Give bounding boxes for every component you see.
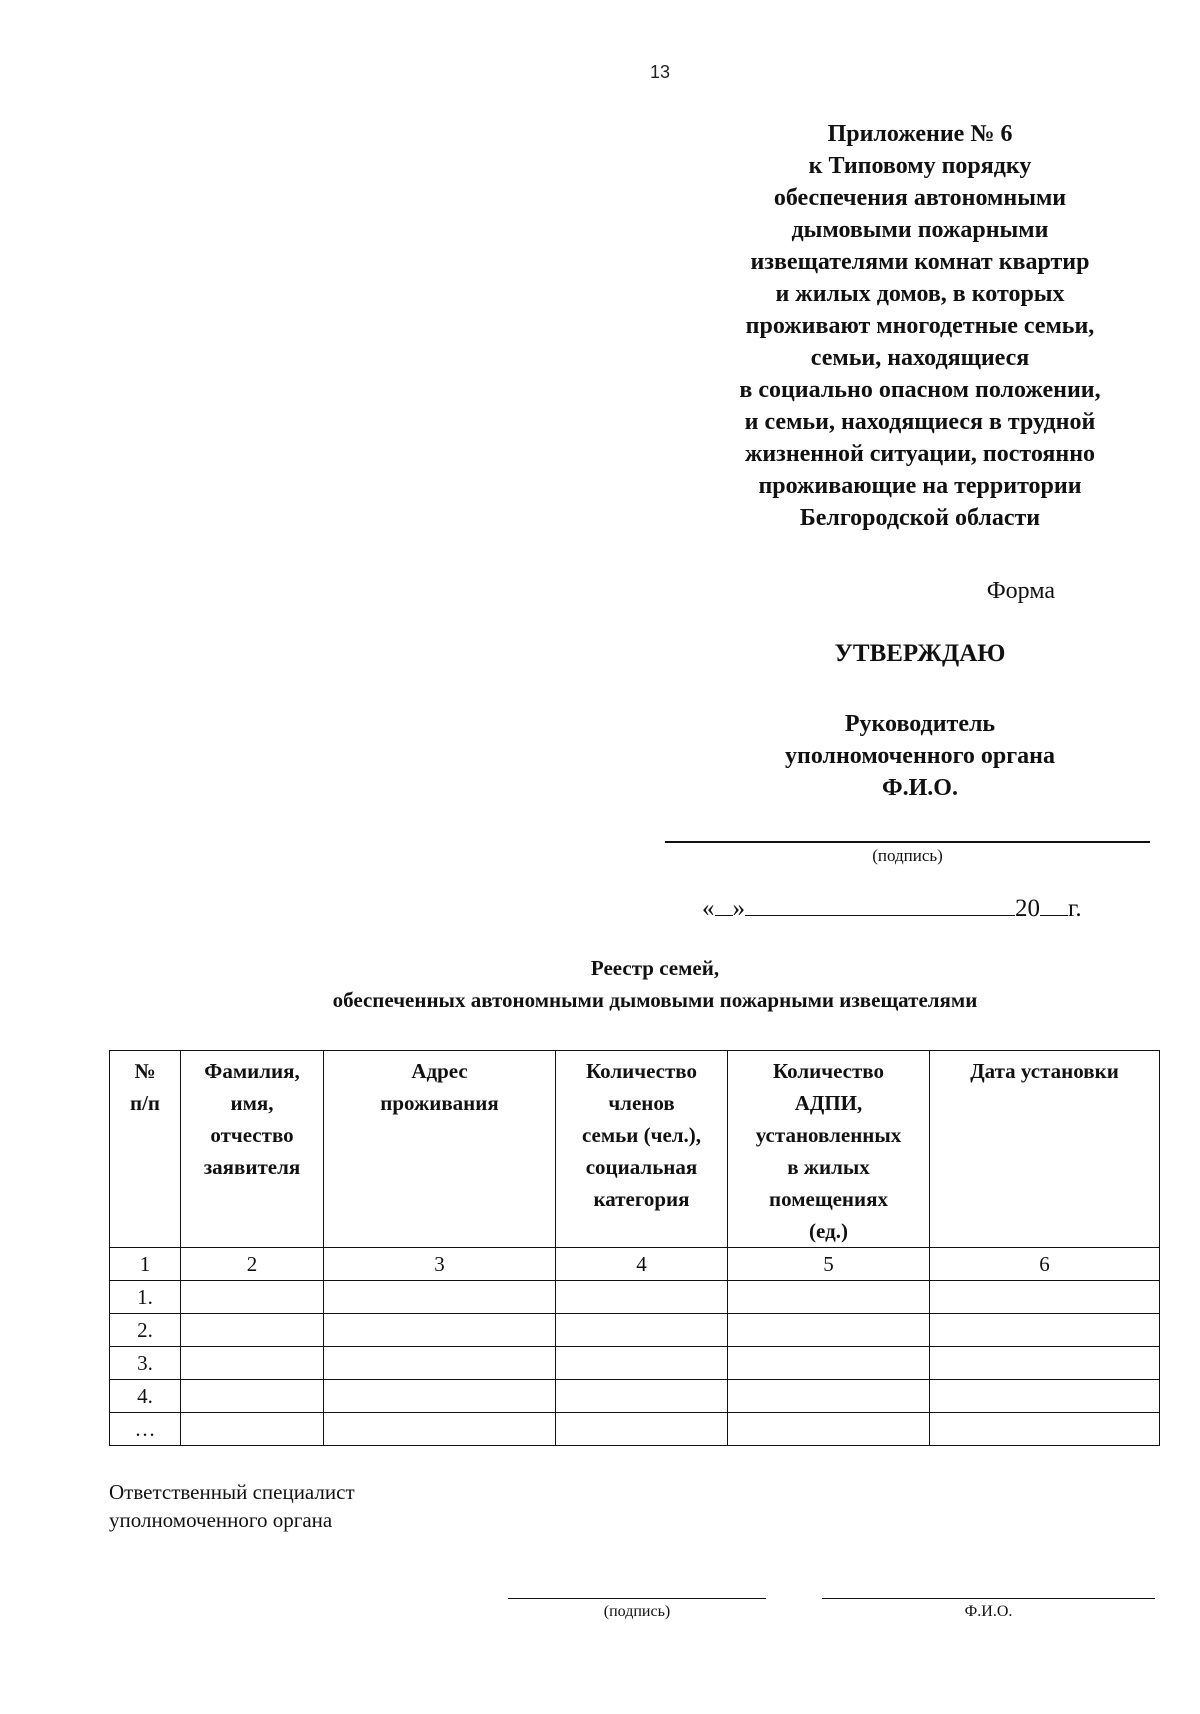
appendix-line: Приложение № 6 xyxy=(827,121,1013,147)
table-cell xyxy=(181,1347,324,1380)
table-cell xyxy=(181,1380,324,1413)
appendix-line: проживающие на территории xyxy=(758,473,1082,499)
responsible-specialist xyxy=(109,1478,355,1534)
table-cell xyxy=(324,1314,556,1347)
header-install-date: Дата установки xyxy=(930,1051,1160,1248)
column-number: 5 xyxy=(728,1248,930,1281)
column-number: 4 xyxy=(556,1248,728,1281)
header-number: № п/п xyxy=(110,1051,181,1248)
appendix-line: дымовыми пожарными xyxy=(791,217,1049,243)
registry-title-line: Реестр семей, xyxy=(590,956,720,980)
appendix-line: проживают многодетные семьи, xyxy=(745,313,1095,339)
table-cell xyxy=(728,1413,930,1446)
footer-name-line xyxy=(822,1598,1155,1599)
table-cell xyxy=(556,1281,728,1314)
footer-line: уполномоченного органа xyxy=(109,1508,333,1532)
date-line xyxy=(702,890,1082,923)
table-cell xyxy=(181,1281,324,1314)
appendix-line: и жилых домов, в которых xyxy=(775,281,1065,307)
table-row xyxy=(110,1380,1160,1413)
header-detector-count: Количество АДПИ, установленных в жилых помещениях (ед.) xyxy=(728,1051,930,1248)
month-blank xyxy=(745,890,1015,916)
column-number-row xyxy=(110,1248,1160,1281)
registry-table xyxy=(109,1050,1160,1446)
header-family-members: Количество членов семьи (чел.), социальная категория xyxy=(556,1051,728,1248)
head-of-authority xyxy=(640,708,1200,804)
table-cell xyxy=(556,1314,728,1347)
appendix-line: и семьи, находящиеся в трудной xyxy=(744,409,1096,435)
year-prefix: 20 xyxy=(1015,895,1040,922)
table-header-row xyxy=(110,1051,1160,1248)
row-number: 2. xyxy=(110,1314,181,1347)
table-cell xyxy=(728,1281,930,1314)
table-row xyxy=(110,1314,1160,1347)
appendix-line: извещателями комнат квартир xyxy=(750,249,1090,275)
row-number: 4. xyxy=(110,1380,181,1413)
table-cell xyxy=(930,1314,1160,1347)
table-cell xyxy=(728,1314,930,1347)
page-number: 13 xyxy=(649,62,671,82)
header-full-name: Фамилия, имя, отчество заявителя xyxy=(181,1051,324,1248)
footer-signature-line xyxy=(508,1598,766,1599)
signature-caption: (подпись) xyxy=(872,846,943,865)
table-cell xyxy=(930,1281,1160,1314)
table-cell xyxy=(181,1413,324,1446)
appendix-line: жизненной ситуации, постоянно xyxy=(744,441,1096,467)
appendix-line: обеспечения автономными xyxy=(773,185,1067,211)
table-cell xyxy=(324,1281,556,1314)
head-line: Ф.И.О. xyxy=(882,775,958,801)
row-number: 3. xyxy=(110,1347,181,1380)
table-cell xyxy=(556,1380,728,1413)
column-number: 1 xyxy=(110,1248,181,1281)
table-cell xyxy=(324,1347,556,1380)
column-number: 3 xyxy=(324,1248,556,1281)
table-cell xyxy=(930,1347,1160,1380)
appendix-line: в социально опасном положении, xyxy=(739,377,1101,403)
footer-name-caption: Ф.И.О. xyxy=(964,1603,1013,1620)
appendix-header xyxy=(640,118,1200,534)
table-cell xyxy=(556,1413,728,1446)
row-number: 1. xyxy=(110,1281,181,1314)
day-blank xyxy=(715,890,733,916)
registry-title xyxy=(0,952,1200,1016)
form-label: Форма xyxy=(986,578,1055,604)
column-number: 2 xyxy=(181,1248,324,1281)
head-line: Руководитель xyxy=(844,711,996,737)
appendix-line: к Типовому порядку xyxy=(808,153,1032,179)
date-open-quote: « xyxy=(702,895,715,922)
table-row xyxy=(110,1347,1160,1380)
table-cell xyxy=(324,1413,556,1446)
registry-title-line: обеспеченных автономными дымовыми пожарными извещателями xyxy=(332,988,978,1012)
year-suffix: г. xyxy=(1068,895,1082,922)
table-cell xyxy=(930,1413,1160,1446)
appendix-line: семьи, находящиеся xyxy=(810,345,1030,371)
table-row xyxy=(110,1281,1160,1314)
date-close-quote: » xyxy=(732,895,745,922)
table-cell xyxy=(728,1347,930,1380)
head-line: уполномоченного органа xyxy=(785,743,1055,769)
signature-line xyxy=(665,841,1150,843)
footer-line: Ответственный специалист xyxy=(109,1480,355,1504)
table-cell xyxy=(930,1380,1160,1413)
appendix-line: Белгородской области xyxy=(799,505,1041,531)
header-address: Адрес проживания xyxy=(324,1051,556,1248)
year-blank xyxy=(1040,890,1068,916)
table-row xyxy=(110,1413,1160,1446)
approve-heading: УТВЕРЖДАЮ xyxy=(834,640,1006,667)
table-cell xyxy=(728,1380,930,1413)
footer-signature-caption: (подпись) xyxy=(603,1603,671,1620)
table-cell xyxy=(556,1347,728,1380)
table-cell xyxy=(324,1380,556,1413)
column-number: 6 xyxy=(930,1248,1160,1281)
row-number: … xyxy=(110,1413,181,1446)
table-cell xyxy=(181,1314,324,1347)
